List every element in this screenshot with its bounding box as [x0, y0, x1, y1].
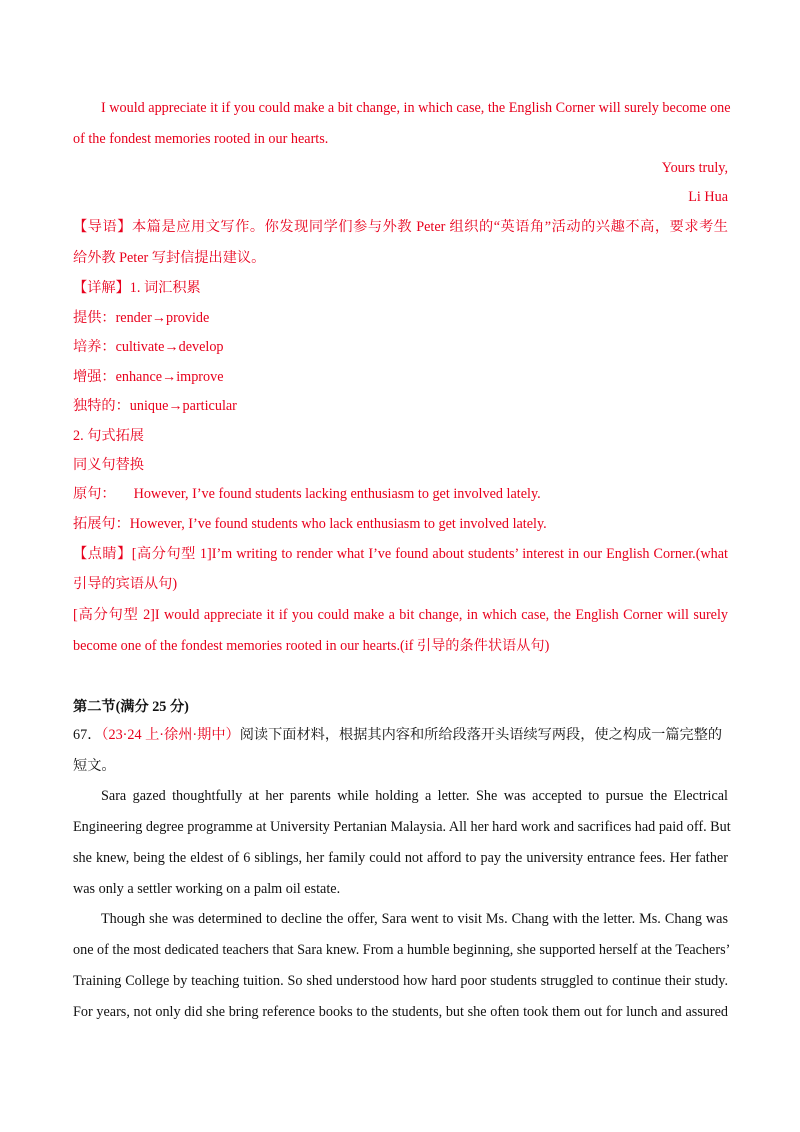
vocab-item: 增强：enhance→improve [73, 369, 224, 385]
guide-line-2: 给外教 Peter 写封信提出建议。 [73, 250, 266, 266]
letter-closing-line-2: of the fondest memories rooted in our hearts. [73, 131, 329, 147]
passage-p2-line: For years, not only did she bring reference books to the students, but she often took them out for lunch and assured [73, 1004, 728, 1020]
question-instruction: 阅读下面材料，根据其内容和所给段落开头语续写两段，使之构成一篇完整的 [239, 727, 723, 743]
original-text: However, I’ve found students lacking enthusiasm to get involved lately. [133, 486, 541, 502]
vocab-item: 培养：cultivate→develop [73, 339, 224, 355]
original-sentence [73, 484, 728, 504]
question-source: （23·24 上·徐州·期中） [101, 727, 240, 743]
passage-p1-line: Engineering degree programme at University Pertanian Malaysia. All her hard work and sacrifices had paid off. But [73, 819, 731, 835]
passage-p2-line: one of the most dedicated teachers that Sara knew. From a humble beginning, she supported herself at the Teachers’ [73, 942, 731, 958]
passage-p2-line: Though she was determined to decline the offer, Sara went to visit Ms. Chang with the letter. Ms. Chang was [101, 911, 728, 927]
section-heading-sentence-expansion: 2. 句式拓展 [73, 428, 144, 444]
synonym-heading: 同义句替换 [73, 457, 144, 473]
expanded-sentence [73, 514, 728, 534]
vocab-item: 独特的：unique→particular [73, 398, 237, 414]
vocab-item: 提供：render→provide [73, 310, 210, 326]
letter-signature: Li Hua [688, 189, 728, 205]
passage-p1-line: she knew, being the eldest of 6 siblings, her family could not afford to pay the university entrance fees. Her father [73, 850, 728, 866]
details-heading: 【详解】1. 词汇积累 [73, 280, 201, 296]
passage-p2-line: Training College by teaching tuition. So shed understood how hard poor students struggled to continue their study. [73, 973, 728, 989]
guide-line-1: 【导语】本篇是应用文写作。你发现同学们参与外教 Peter 组织的“英语角”活动的兴趣不高，要求考生 [73, 219, 728, 235]
question-line-1 [73, 725, 728, 745]
original-label: 原句： [73, 486, 116, 502]
highlight-line-4: become one of the fondest memories rooted in our hearts.(if 引导的条件状语从句) [73, 638, 550, 654]
highlight-line-3: [高分句型 2]I would appreciate it if you could make a bit change, in which case, the English Corner will surely [73, 607, 728, 623]
expanded-label: 拓展句： [73, 516, 130, 532]
passage-p1-line: Sara gazed thoughtfully at her parents while holding a letter. She was accepted to pursue the Electrical [101, 788, 728, 804]
section-title: 第二节(满分 25 分) [73, 699, 189, 715]
passage-p1-line: was only a settler working on a palm oil estate. [73, 881, 341, 897]
highlight-line-1: 【点睛】[高分句型 1]I’m writing to render what I’ve found about students’ interest in our English Corner.(what [73, 546, 728, 562]
letter-signoff: Yours truly, [661, 160, 728, 176]
question-line-2: 短文。 [73, 758, 116, 774]
letter-closing-line-1: I would appreciate it if you could make a bit change, in which case, the English Corner will surely become one [101, 100, 731, 116]
expanded-text: However, I’ve found students who lack enthusiasm to get involved lately. [129, 516, 547, 532]
highlight-line-2: 引导的宾语从句) [73, 576, 178, 592]
question-number: 67． [73, 727, 102, 743]
